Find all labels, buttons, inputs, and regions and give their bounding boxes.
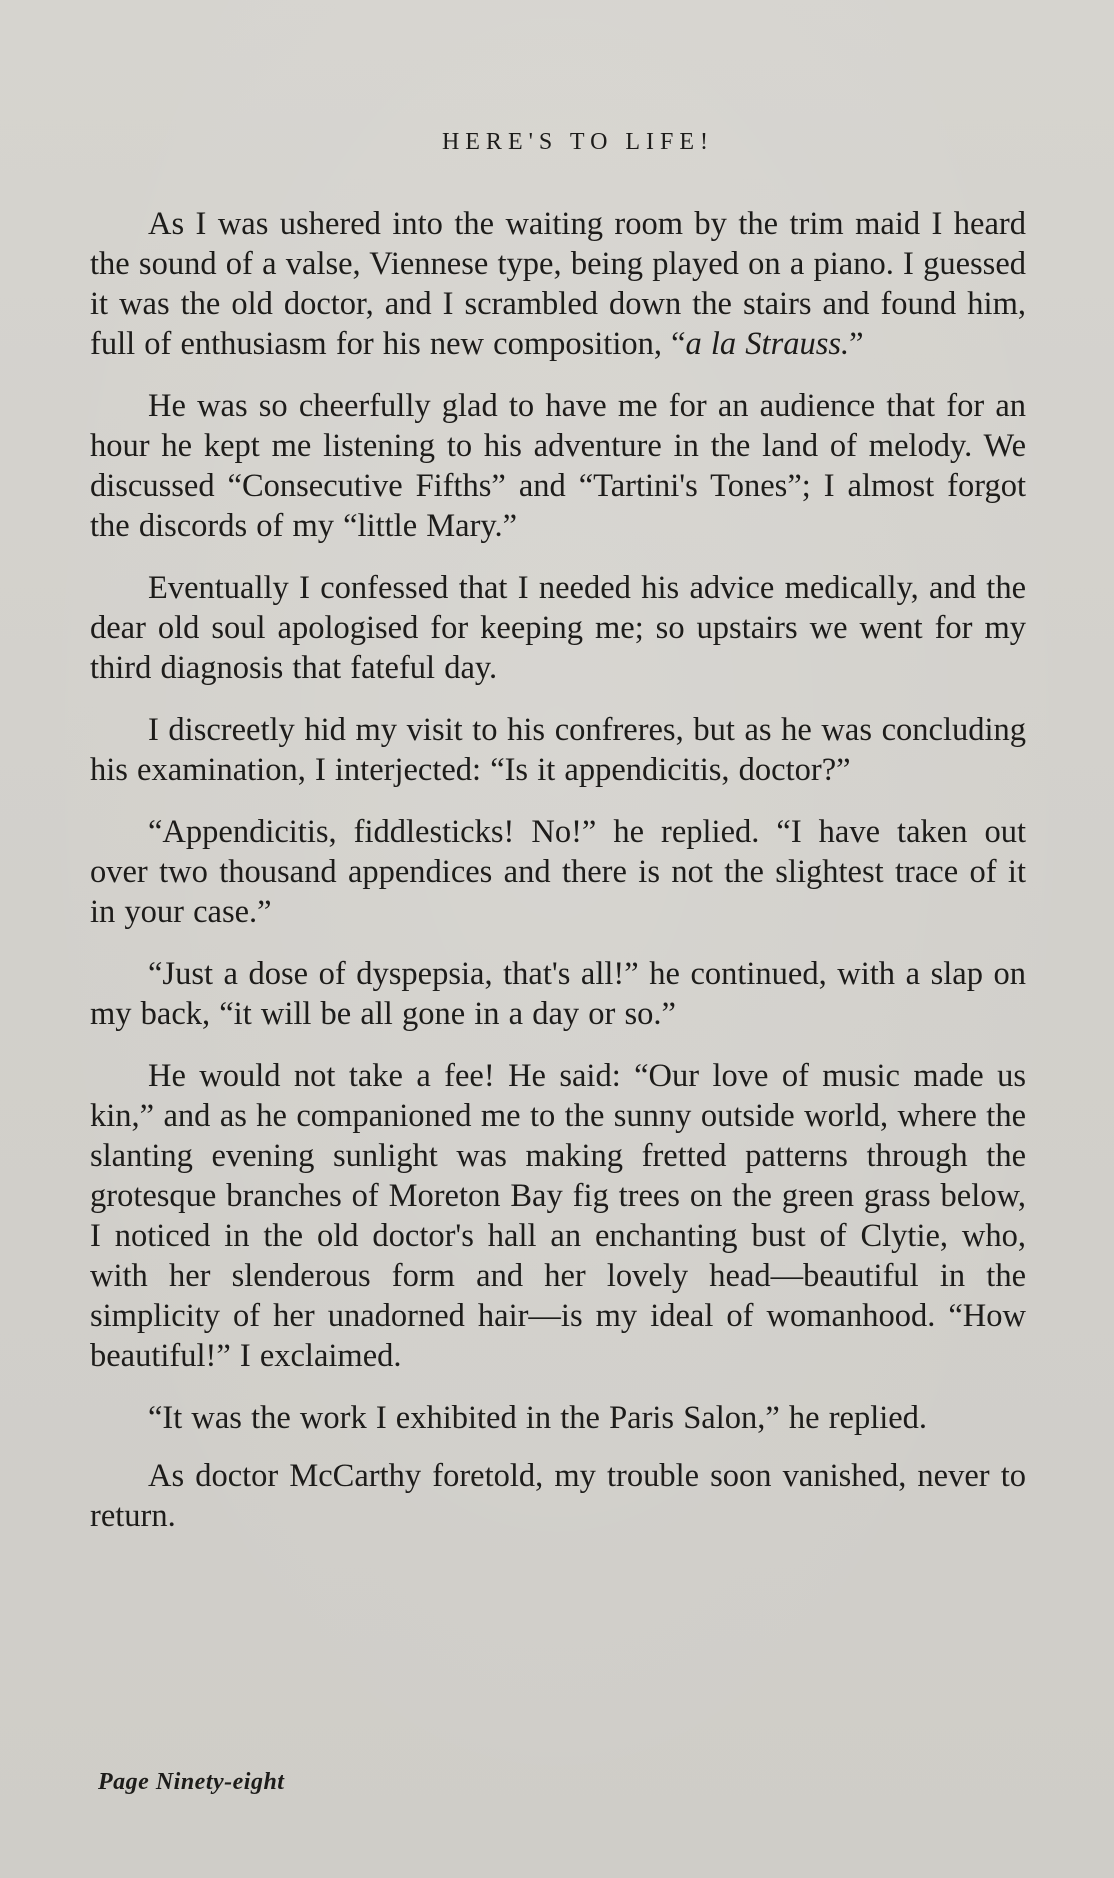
paragraph-8: “It was the work I exhibited in the Paris Salon,” he replied. [148,1400,928,1436]
running-head: HERE'S TO LIFE! [441,129,715,155]
paragraph-6: “Just a dose of dyspepsia, that's all!” he continued, with a slap on my back, “it will be all gone in a day or so.” [90,956,1026,1032]
paragraph-1-text: As I was ushered into the waiting room by the trim maid I heard the sound of a valse, Viennese type, being played on a piano. I guessed it was the old doctor, and I scrambled down the stairs and found him, full of enthusiasm for his new composition, “ [90,206,1026,362]
page-number: Page Ninety-eight [98,1769,285,1795]
paragraph-1-close: ” [849,326,864,362]
paragraph-1-italic: a la Strauss. [685,326,850,362]
paragraph-4: I discreetly hid my visit to his confreres, but as he was concluding his examination, I interjected: “Is it appendicitis, doctor?” [90,712,1026,788]
paragraph-7: He would not take a fee! He said: “Our love of music made us kin,” and as he companioned me to the sunny outside world, where the slanting evening sunlight was making fretted patterns through the grotesque branches of Moreton Bay fig trees on the green grass below, I noticed in the old doctor's hall an enchanting bust of Clytie, who, with her slenderous form and her lovely head—beautiful in the simplicity of her unadorned hair—is my ideal of womanhood. “How beautiful!” I exclaimed. [90,1058,1026,1374]
paragraph-9: As doctor McCarthy foretold, my trouble soon vanished, never to return. [90,1458,1026,1534]
paragraph-1 [90,204,1026,364]
paragraph-2: He was so cheerfully glad to have me for an audience that for an hour he kept me listening to his adventure in the land of melody. We discussed “Consecutive Fifths” and “Tartini's Tones”; I almost forgot the discords of my “little Mary.” [90,388,1026,544]
paragraph-5: “Appendicitis, fiddlesticks! No!” he replied. “I have taken out over two thousand appendices and there is not the slightest trace of it in your case.” [90,814,1026,930]
paragraph-3: Eventually I confessed that I needed his advice medically, and the dear old soul apologised for keeping me; so upstairs we went for my third diagnosis that fateful day. [90,570,1026,686]
